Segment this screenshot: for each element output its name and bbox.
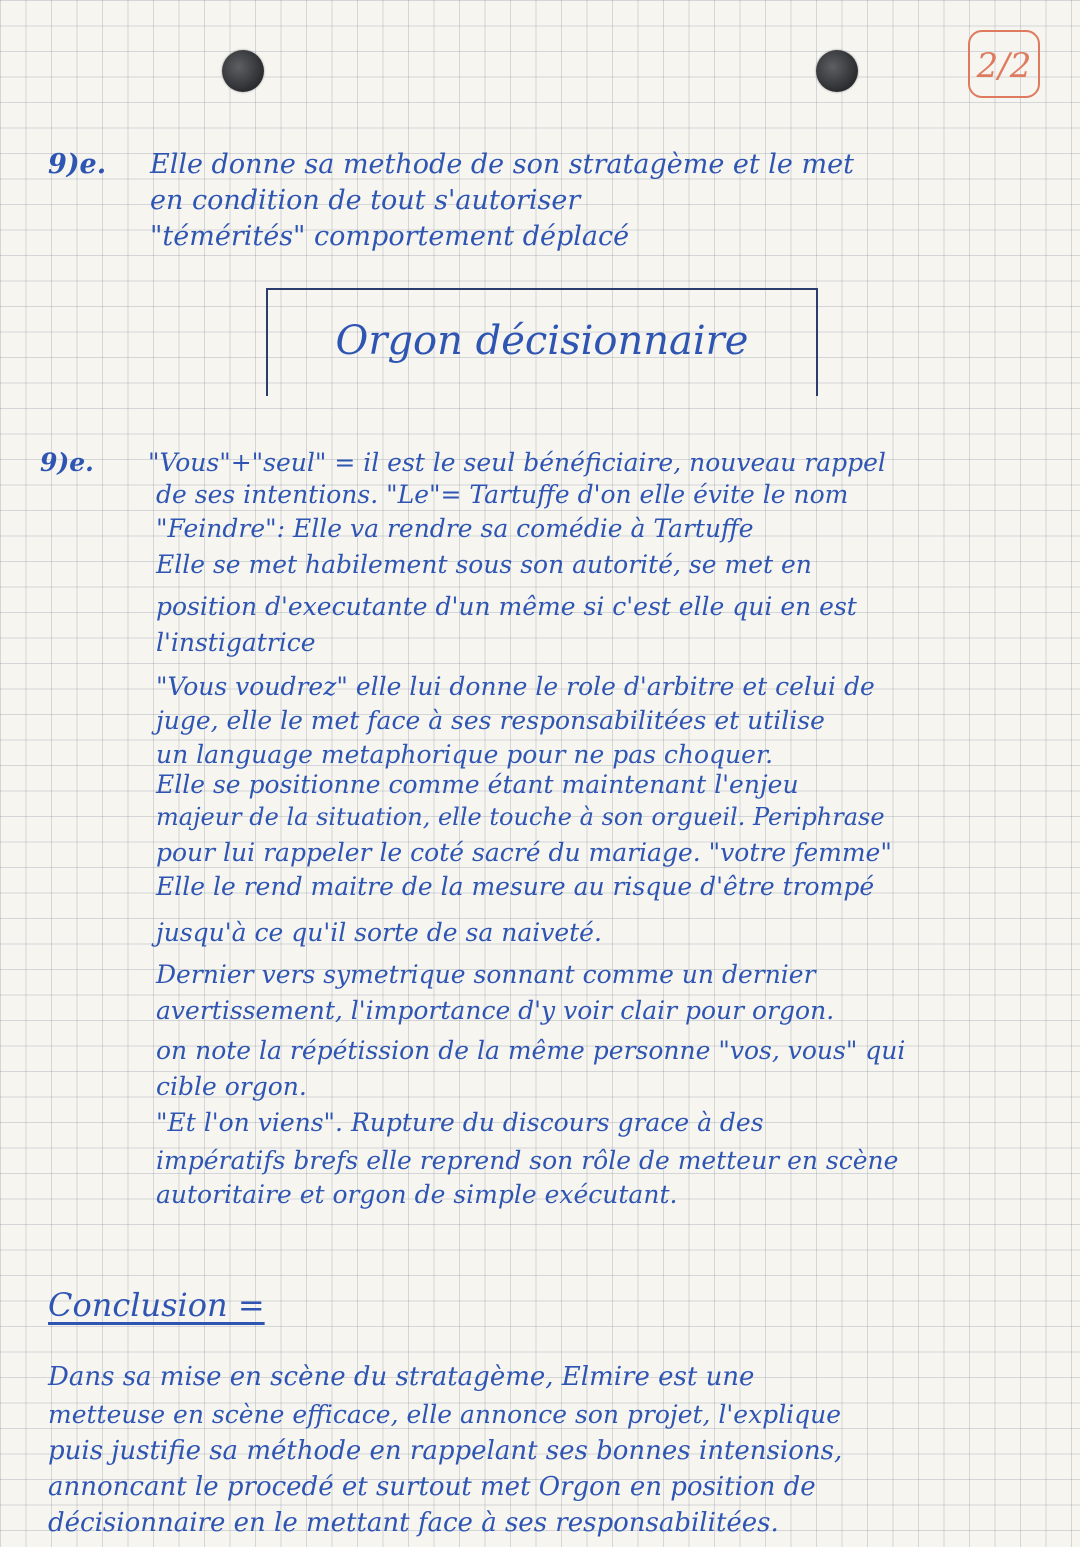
section2-line: pour lui rappeler le coté sacré du mariage. "votre femme" <box>156 838 892 867</box>
section2-line: Elle se met habilement sous son autorité, se met en <box>156 550 812 579</box>
section2-line: "Et l'on viens". Rupture du discours grace à des <box>156 1108 764 1137</box>
conclusion-line: annoncant le procedé et surtout met Orgon en position de <box>48 1472 816 1502</box>
section2-line: cible orgon. <box>156 1072 307 1101</box>
title-text: Orgon décisionnaire <box>335 318 749 364</box>
section1-line: "témérités" comportement déplacé <box>150 221 630 252</box>
punch-hole-left <box>222 50 264 92</box>
section2-line: jusqu'à ce qu'il sorte de sa naiveté. <box>156 918 602 947</box>
section2-marker: 9)e. <box>40 448 94 477</box>
section2-line: l'instigatrice <box>156 628 316 657</box>
section2-line: "Vous voudrez" elle lui donne le role d'arbitre et celui de <box>156 672 875 701</box>
section2-line: avertissement, l'importance d'y voir clair pour orgon. <box>156 996 835 1025</box>
section2-line: "Vous"+"seul" = il est le seul bénéficiaire, nouveau rappel <box>148 448 886 477</box>
section2-line: impératifs brefs elle reprend son rôle de metteur en scène <box>156 1146 899 1175</box>
section1-line: en condition de tout s'autoriser <box>150 185 581 216</box>
section2-line: de ses intentions. "Le"= Tartuffe d'on elle évite le nom <box>156 480 849 509</box>
conclusion-line: décisionnaire en le mettant face à ses responsabilitées. <box>48 1508 779 1538</box>
section2-line: majeur de la situation, elle touche à son orgueil. Periphrase <box>156 803 885 831</box>
section2-line: juge, elle le met face à ses responsabilitées et utilise <box>156 706 825 735</box>
page-number: 2/2 <box>968 30 1040 98</box>
conclusion-line: puis justifie sa méthode en rappelant ses bonnes intensions, <box>48 1436 843 1466</box>
punch-hole-right <box>816 50 858 92</box>
section1-line: Elle donne sa methode de son stratagème et le met <box>150 149 854 180</box>
section2-line: un language metaphorique pour ne pas choquer. <box>156 740 774 769</box>
section2-line: position d'executante d'un même si c'est elle qui en est <box>156 592 857 621</box>
section2-line: Elle le rend maitre de la mesure au risque d'être trompé <box>156 872 875 901</box>
conclusion-heading: Conclusion = <box>48 1286 265 1324</box>
section2-line: autoritaire et orgon de simple exécutant. <box>156 1180 678 1209</box>
title-box <box>266 288 818 396</box>
section2-line: Dernier vers symetrique sonnant comme un dernier <box>156 960 816 989</box>
conclusion-line: metteuse en scène efficace, elle annonce son projet, l'explique <box>48 1400 842 1429</box>
conclusion-line: Dans sa mise en scène du stratagème, Elmire est une <box>48 1362 755 1392</box>
section2-line: Elle se positionne comme étant maintenant l'enjeu <box>156 770 799 799</box>
section2-line: "Feindre": Elle va rendre sa comédie à Tartuffe <box>156 514 754 543</box>
section1-marker: 9)e. <box>48 149 107 180</box>
section2-line: on note la répétission de la même personne "vos, vous" qui <box>156 1036 906 1065</box>
